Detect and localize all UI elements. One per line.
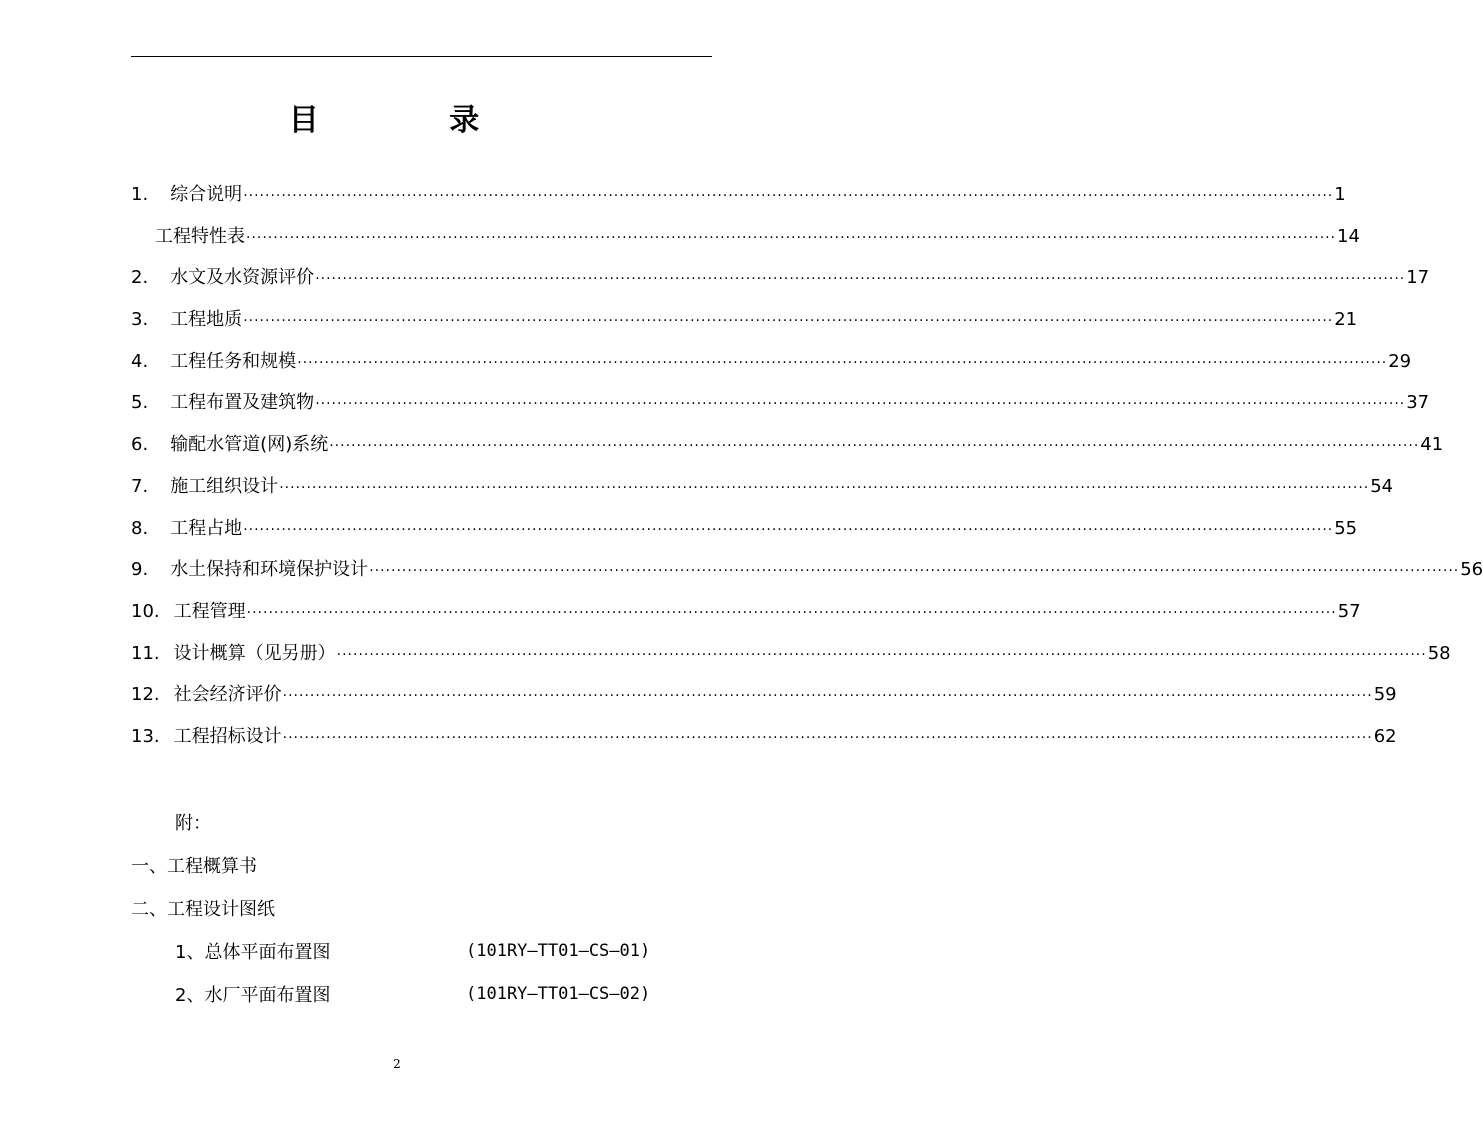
toc-entry-number: 11. (131, 642, 160, 664)
toc-leader-dots: ········································································································································································································ (243, 313, 1334, 330)
toc-entry-label: 工程占地 (170, 517, 243, 539)
appendix-section (131, 800, 712, 1015)
toc-leader-dots: ········································································································································································································ (315, 396, 1406, 413)
toc-entry (131, 430, 1444, 472)
toc-entry-label: 社会经济评价 (173, 684, 282, 706)
toc-leader-dots: ········································································································································································································ (243, 188, 1334, 204)
toc-entry (131, 180, 1346, 222)
header-rule (131, 56, 712, 57)
toc-entry (131, 722, 1397, 764)
toc-entry-number: 8. (131, 517, 149, 539)
toc-entry-label: 施工组织设计 (170, 475, 279, 497)
toc-leader-dots: ········································································································································································································ (243, 521, 1334, 538)
toc-entry-page: 58 (1427, 642, 1451, 664)
toc-leader-dots: ········································································································································································································ (329, 438, 1420, 455)
appendix-heading: 附： (175, 812, 211, 834)
toc-entry-number: 5. (131, 392, 149, 414)
toc-entry-page: 54 (1370, 475, 1394, 497)
toc-entry-page: 55 (1334, 517, 1358, 539)
toc-entry (131, 263, 1430, 305)
drawing-code: (101RY—TT01—CS—01) (466, 940, 651, 961)
toc-entry-number: 1. (131, 184, 149, 205)
toc-leader-dots: ········································································································································································································ (282, 729, 1373, 746)
toc-entry-label: 输配水管道(网)系统 (170, 434, 329, 456)
toc-entry (131, 597, 1361, 639)
drawing-label: 2、水厂平面布置图 (175, 984, 331, 1006)
appendix-item-budget: 一、工程概算书 (131, 855, 257, 877)
toc-entry (131, 347, 1412, 389)
toc-leader-dots: ········································································································································································································ (246, 229, 1337, 246)
table-of-contents (131, 180, 1483, 764)
toc-entry-page: 56 (1460, 559, 1483, 581)
toc-entry-number: 10. (131, 600, 160, 622)
toc-entry-number: 2. (131, 267, 149, 289)
toc-entry-page: 29 (1388, 350, 1412, 372)
toc-entry-number: 6. (131, 434, 149, 456)
toc-entry (131, 639, 1451, 681)
toc-entry-number: 3. (131, 309, 149, 331)
toc-entry-page: 21 (1334, 309, 1358, 331)
toc-entry-label: 工程任务和规模 (170, 350, 297, 372)
toc-entry-page: 1 (1334, 184, 1346, 205)
drawing-entry (131, 929, 712, 972)
toc-entry-page: 17 (1406, 267, 1430, 289)
toc-leader-dots: ········································································································································································································ (282, 688, 1373, 705)
toc-entry-page: 57 (1337, 600, 1361, 622)
toc-entry-page: 37 (1406, 392, 1430, 414)
toc-entry-label: 工程地质 (170, 309, 243, 331)
toc-entry-number: 4. (131, 350, 149, 372)
toc-entry-label: 设计概算（见另册） (173, 642, 336, 664)
appendix-item-drawings: 二、工程设计图纸 (131, 898, 275, 920)
toc-entry (131, 555, 1483, 597)
toc-entry-page: 41 (1420, 434, 1444, 456)
toc-leader-dots: ········································································································································································································ (369, 563, 1460, 580)
toc-entry-label: 综合说明 (170, 184, 243, 205)
toc-entry (131, 514, 1358, 556)
toc-entry-page: 62 (1373, 725, 1397, 747)
toc-entry (131, 472, 1394, 514)
toc-entry (131, 388, 1430, 430)
toc-entry-label: 工程特性表 (155, 225, 245, 247)
toc-entry-page: 14 (1337, 225, 1360, 247)
toc-entry-label: 水文及水资源评价 (170, 267, 315, 289)
toc-leader-dots: ········································································································································································································ (315, 271, 1406, 288)
toc-entry-label: 工程布置及建筑物 (170, 392, 315, 414)
drawing-label: 1、总体平面布置图 (175, 941, 331, 963)
drawing-entry (131, 972, 712, 1015)
toc-entry (131, 222, 1360, 264)
toc-entry (131, 680, 1397, 722)
toc-entry-number: 9. (131, 559, 149, 581)
page-number: 2 (393, 1057, 401, 1071)
toc-entry-label: 工程招标设计 (173, 725, 282, 747)
toc-entry (131, 305, 1358, 347)
toc-entry-label: 工程管理 (173, 600, 246, 622)
toc-leader-dots: ········································································································································································································ (336, 646, 1427, 663)
toc-entry-number: 7. (131, 475, 149, 497)
toc-entry-number: 12. (131, 684, 160, 706)
toc-entry-number: 13. (131, 725, 160, 747)
toc-leader-dots: ········································································································································································································ (279, 479, 1370, 496)
toc-entry-label: 水土保持和环境保护设计 (170, 559, 369, 581)
page-title: 目 录 (288, 103, 540, 138)
toc-leader-dots: ········································································································································································································ (297, 354, 1388, 371)
toc-leader-dots: ········································································································································································································ (246, 604, 1337, 621)
toc-entry-page: 59 (1373, 684, 1397, 706)
drawing-code: (101RY—TT01—CS—02) (466, 983, 651, 1004)
